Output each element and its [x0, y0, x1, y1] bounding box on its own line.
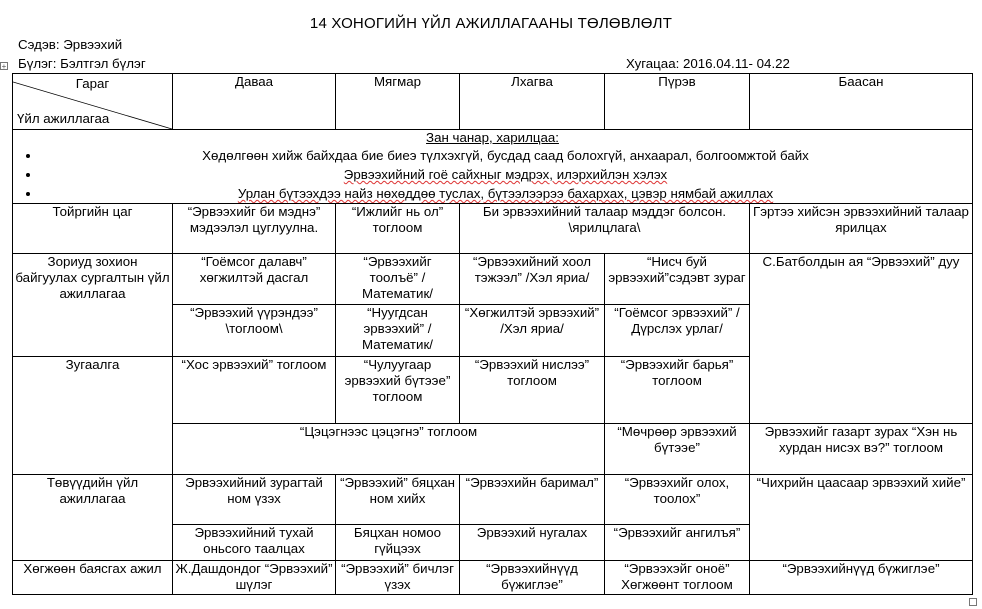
row-label-organized-learning: Зориуд зохион байгуулах сургалтын үйл ажиллагаа [13, 254, 173, 357]
weekly-plan-table [12, 73, 973, 595]
day-header-thursday: Пүрэв [605, 74, 750, 130]
cell-learning-tuesday-1: “Эрвээхийг тоолъё” /Математик/ [336, 254, 460, 305]
row-label-outdoor-walk: Зугаалга [13, 357, 173, 475]
cell-walk-mon-wed-2: “Цэцэгнээс цэцэгнэ” тоглоом [173, 424, 605, 475]
table-row [13, 561, 973, 595]
row-label-circle-time: Тойргийн цаг [13, 204, 173, 254]
cell-learning-monday-1: “Гоёмсог далавч” хөгжилтэй дасгал [173, 254, 336, 305]
table-row [13, 204, 973, 254]
cell-center-thursday-2: “Эрвээхийг ангилъя” [605, 525, 750, 561]
day-header-friday: Баасан [750, 74, 973, 130]
cell-center-wednesday-2: Эрвээхий нугалах [460, 525, 605, 561]
topic-line: Сэдэв: Эрвээхий [18, 37, 123, 52]
row-label-center-activities: Төвүүдийн үйл ажиллагаа [13, 475, 173, 561]
cell-learning-thursday-2: “Гоёмсог эрвээхий” /Дүрслэх урлаг/ [605, 305, 750, 357]
day-header-tuesday: Мягмар [336, 74, 460, 130]
table-row [13, 254, 973, 305]
table-resize-handle-icon[interactable] [969, 598, 977, 606]
group-line: Бүлэг: Бэлтгэл бүлэг [18, 56, 146, 71]
day-header-wednesday: Лхагва [460, 74, 605, 130]
table-header-row [13, 74, 973, 130]
cell-fun-monday: Ж.Дашдондог “Эрвээхий” шүлэг [173, 561, 336, 595]
theme-item: • Хөдөлгөөн хийж байхдаа бие биеэ түлхэхгүй, бусдад саад болохгүй, анхаарал, болгоомжтой байх [41, 146, 970, 165]
corner-activity-label: Үйл ажиллагаа [17, 111, 110, 126]
cell-walk-wednesday-1: “Эрвээхий нислээ” тоглоом [460, 357, 605, 424]
cell-center-thursday-1: “Эрвээхийг олох, тоолох” [605, 475, 750, 525]
cell-fun-wednesday: “Эрвээхийнүүд бүжиглэе” [460, 561, 605, 595]
theme-list [15, 146, 970, 203]
corner-day-label: Гараг [75, 76, 110, 91]
period-line: Хугацаа: 2016.04.11- 04.22 [626, 56, 790, 71]
row-label-entertainment: Хөгжөөн баясгах ажил [13, 561, 173, 595]
cell-learning-friday: С.Батболдын ая “Эрвээхий” дуу [750, 254, 973, 424]
theme-item: • Урлан бүтээхдээ найз нөхөддөө туслах, бүтээлээрээ бахархах, цэвэр нямбай ажиллах [41, 184, 970, 203]
cell-circle-wed-thu: Би эрвээхийний талаар мэддэг болсон. \ярилцлага\ [460, 204, 750, 254]
cell-learning-thursday-1: “Нисч буй эрвээхий”сэдэвт зураг [605, 254, 750, 305]
cell-learning-wednesday-1: “Эрвээхийний хоол тэжээл” /Хэл яриа/ [460, 254, 605, 305]
cell-walk-thursday-1: “Эрвээхийг барья” тоглоом [605, 357, 750, 424]
cell-center-friday: “Чихрийн цаасаар эрвээхий хийе” [750, 475, 973, 561]
cell-learning-tuesday-2: “Нуугдсан эрвээхий” /Математик/ [336, 305, 460, 357]
cell-center-tuesday-2: Бяцхан номоо гүйцээх [336, 525, 460, 561]
day-header-monday: Даваа [173, 74, 336, 130]
cell-fun-tuesday: “Эрвээхий” бичлэг үзэх [336, 561, 460, 595]
cell-learning-wednesday-2: “Хөгжилтэй эрвээхий” /Хэл яриа/ [460, 305, 605, 357]
theme-row [13, 130, 973, 204]
cell-walk-monday-1: “Хос эрвээхий” тоглоом [173, 357, 336, 424]
cell-learning-monday-2: “Эрвээхий үүрэндээ” \тоглоом\ [173, 305, 336, 357]
cell-center-monday-2: Эрвээхийний тухай оньсого таалцах [173, 525, 336, 561]
cell-walk-friday-2: Эрвээхийг газарт зурах “Хэн нь хурдан нисэх вэ?” тоглоом [750, 424, 973, 475]
cell-walk-thursday-2: “Мөчрөөр эрвээхий бүтээе” [605, 424, 750, 475]
corner-header-cell [13, 74, 173, 130]
page-title: 14 ХОНОГИЙН ҮЙЛ АЖИЛЛАГААНЫ ТӨЛӨВЛӨЛТ [309, 15, 673, 32]
cell-fun-friday: “Эрвээхийнүүд бүжиглэе” [750, 561, 973, 595]
table-move-handle-icon[interactable]: + [1, 62, 7, 71]
theme-cell [13, 130, 973, 204]
cell-fun-thursday: “Эрвээхэйг оноё” Хөгжөөнт тоглоом [605, 561, 750, 595]
cell-center-tuesday-1: “Эрвээхий” бяцхан ном хийх [336, 475, 460, 525]
theme-item: • Эрвээхийний гоё сайхныг мэдрэх, илэрхийлэн хэлэх [41, 165, 970, 184]
cell-circle-tuesday: “Ижлийг нь ол” тоглоом [336, 204, 460, 254]
cell-walk-tuesday-1: “Чулуугаар эрвээхий бүтээе” тоглоом [336, 357, 460, 424]
table-row [13, 475, 973, 525]
cell-center-monday-1: Эрвээхийний зурагтай ном үзэх [173, 475, 336, 525]
cell-circle-monday: “Эрвээхийг би мэднэ” мэдээлэл цуглуулна. [173, 204, 336, 254]
theme-heading: Зан чанар, харилцаа: [426, 130, 559, 145]
cell-circle-friday: Гэртээ хийсэн эрвээхийний талаар ярилцах [750, 204, 973, 254]
cell-center-wednesday-1: “Эрвээхийн баримал” [460, 475, 605, 525]
